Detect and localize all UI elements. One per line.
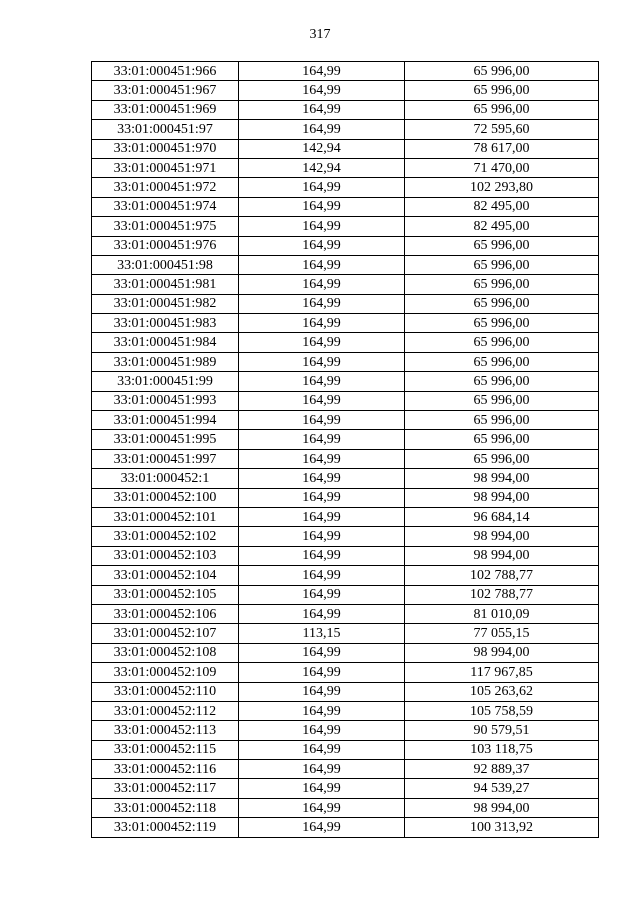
cadastral-number-cell: 33:01:000451:976 [92, 236, 239, 255]
cadastral-number-cell: 33:01:000452:118 [92, 798, 239, 817]
table-row [92, 255, 599, 274]
table-row [92, 217, 599, 236]
cost-cell: 65 996,00 [405, 294, 599, 313]
table-row [92, 120, 599, 139]
table-row [92, 391, 599, 410]
cost-cell: 65 996,00 [405, 100, 599, 119]
cost-cell: 102 293,80 [405, 178, 599, 197]
cadastral-number-cell: 33:01:000451:969 [92, 100, 239, 119]
area-cell: 164,99 [239, 178, 405, 197]
table-row [92, 760, 599, 779]
table-row [92, 100, 599, 119]
table-row [92, 469, 599, 488]
cadastral-number-cell: 33:01:000452:1 [92, 469, 239, 488]
cadastral-number-cell: 33:01:000452:116 [92, 760, 239, 779]
cost-cell: 65 996,00 [405, 236, 599, 255]
area-cell: 164,99 [239, 391, 405, 410]
table-row [92, 430, 599, 449]
cost-cell: 65 996,00 [405, 391, 599, 410]
cadastral-number-cell: 33:01:000452:113 [92, 721, 239, 740]
cost-cell: 65 996,00 [405, 255, 599, 274]
cost-cell: 65 996,00 [405, 333, 599, 352]
area-cell: 164,99 [239, 430, 405, 449]
cost-cell: 96 684,14 [405, 507, 599, 526]
area-cell: 164,99 [239, 527, 405, 546]
area-cell: 164,99 [239, 255, 405, 274]
cadastral-number-cell: 33:01:000451:984 [92, 333, 239, 352]
cadastral-number-cell: 33:01:000452:106 [92, 604, 239, 623]
cadastral-number-cell: 33:01:000452:112 [92, 701, 239, 720]
cost-cell: 81 010,09 [405, 604, 599, 623]
cost-cell: 98 994,00 [405, 643, 599, 662]
cadastral-number-cell: 33:01:000452:108 [92, 643, 239, 662]
area-cell: 142,94 [239, 139, 405, 158]
area-cell: 164,99 [239, 643, 405, 662]
table-row [92, 507, 599, 526]
area-cell: 164,99 [239, 760, 405, 779]
cost-cell: 92 889,37 [405, 760, 599, 779]
table-row [92, 643, 599, 662]
area-cell: 164,99 [239, 81, 405, 100]
page-number: 317 [309, 27, 331, 42]
table-row [92, 682, 599, 701]
cost-cell: 117 967,85 [405, 663, 599, 682]
cadastral-number-cell: 33:01:000452:103 [92, 546, 239, 565]
cost-cell: 102 788,77 [405, 585, 599, 604]
area-cell: 164,99 [239, 372, 405, 391]
cadastral-number-cell: 33:01:000451:972 [92, 178, 239, 197]
area-cell: 164,99 [239, 352, 405, 371]
cadastral-number-cell: 33:01:000451:995 [92, 430, 239, 449]
table-row [92, 449, 599, 468]
table-row [92, 663, 599, 682]
table-row [92, 372, 599, 391]
cadastral-number-cell: 33:01:000451:967 [92, 81, 239, 100]
cost-cell: 77 055,15 [405, 624, 599, 643]
cadastral-number-cell: 33:01:000451:974 [92, 197, 239, 216]
cost-cell: 78 617,00 [405, 139, 599, 158]
cadastral-number-cell: 33:01:000452:104 [92, 566, 239, 585]
cadastral-number-cell: 33:01:000451:97 [92, 120, 239, 139]
cost-cell: 105 263,62 [405, 682, 599, 701]
area-cell: 164,99 [239, 120, 405, 139]
cost-cell: 90 579,51 [405, 721, 599, 740]
area-cell: 113,15 [239, 624, 405, 643]
cost-cell: 65 996,00 [405, 449, 599, 468]
area-cell: 142,94 [239, 158, 405, 177]
cadastral-number-cell: 33:01:000452:117 [92, 779, 239, 798]
cost-cell: 98 994,00 [405, 546, 599, 565]
area-cell: 164,99 [239, 585, 405, 604]
cadastral-number-cell: 33:01:000451:982 [92, 294, 239, 313]
area-cell: 164,99 [239, 314, 405, 333]
table-row [92, 333, 599, 352]
cost-cell: 103 118,75 [405, 740, 599, 759]
area-cell: 164,99 [239, 275, 405, 294]
cadastral-number-cell: 33:01:000452:115 [92, 740, 239, 759]
table-row [92, 158, 599, 177]
table-row [92, 779, 599, 798]
table-row [92, 275, 599, 294]
cadastral-number-cell: 33:01:000451:975 [92, 217, 239, 236]
cost-cell: 98 994,00 [405, 527, 599, 546]
cost-cell: 65 996,00 [405, 314, 599, 333]
cadastral-number-cell: 33:01:000452:105 [92, 585, 239, 604]
cadastral-number-cell: 33:01:000452:101 [92, 507, 239, 526]
cadastral-number-cell: 33:01:000451:981 [92, 275, 239, 294]
cadastral-number-cell: 33:01:000452:107 [92, 624, 239, 643]
table-row [92, 352, 599, 371]
table-row [92, 294, 599, 313]
table-row [92, 566, 599, 585]
cadastral-number-cell: 33:01:000451:971 [92, 158, 239, 177]
cost-cell: 65 996,00 [405, 372, 599, 391]
table-row [92, 701, 599, 720]
cost-cell: 65 996,00 [405, 62, 599, 81]
cadastral-number-cell: 33:01:000451:994 [92, 411, 239, 430]
area-cell: 164,99 [239, 721, 405, 740]
cost-cell: 65 996,00 [405, 352, 599, 371]
cost-cell: 102 788,77 [405, 566, 599, 585]
area-cell: 164,99 [239, 294, 405, 313]
cadastral-number-cell: 33:01:000452:109 [92, 663, 239, 682]
table-row [92, 721, 599, 740]
cadastral-number-cell: 33:01:000452:102 [92, 527, 239, 546]
table-row [92, 604, 599, 623]
area-cell: 164,99 [239, 740, 405, 759]
table-row [92, 798, 599, 817]
cadastral-number-cell: 33:01:000451:997 [92, 449, 239, 468]
cost-cell: 65 996,00 [405, 411, 599, 430]
table-row [92, 624, 599, 643]
cost-cell: 98 994,00 [405, 798, 599, 817]
cost-cell: 98 994,00 [405, 488, 599, 507]
cadastral-number-cell: 33:01:000451:989 [92, 352, 239, 371]
cost-cell: 82 495,00 [405, 217, 599, 236]
cadastral-number-cell: 33:01:000451:966 [92, 62, 239, 81]
table-row [92, 81, 599, 100]
area-cell: 164,99 [239, 469, 405, 488]
table-row [92, 411, 599, 430]
area-cell: 164,99 [239, 488, 405, 507]
cost-cell: 105 758,59 [405, 701, 599, 720]
area-cell: 164,99 [239, 333, 405, 352]
table-row [92, 236, 599, 255]
cadastral-number-cell: 33:01:000451:983 [92, 314, 239, 333]
area-cell: 164,99 [239, 682, 405, 701]
area-cell: 164,99 [239, 236, 405, 255]
cadastral-number-cell: 33:01:000451:970 [92, 139, 239, 158]
table-row [92, 527, 599, 546]
cadastral-number-cell: 33:01:000452:100 [92, 488, 239, 507]
cost-cell: 98 994,00 [405, 469, 599, 488]
table-row [92, 740, 599, 759]
cost-cell: 72 595,60 [405, 120, 599, 139]
area-cell: 164,99 [239, 217, 405, 236]
table-row [92, 178, 599, 197]
area-cell: 164,99 [239, 566, 405, 585]
table-row [92, 488, 599, 507]
table-row [92, 62, 599, 81]
data-table [91, 61, 599, 838]
area-cell: 164,99 [239, 663, 405, 682]
table-row [92, 314, 599, 333]
area-cell: 164,99 [239, 779, 405, 798]
area-cell: 164,99 [239, 546, 405, 565]
table-row [92, 818, 599, 837]
cadastral-number-cell: 33:01:000451:98 [92, 255, 239, 274]
area-cell: 164,99 [239, 604, 405, 623]
area-cell: 164,99 [239, 62, 405, 81]
cost-cell: 65 996,00 [405, 81, 599, 100]
area-cell: 164,99 [239, 100, 405, 119]
cadastral-number-cell: 33:01:000451:993 [92, 391, 239, 410]
cost-cell: 100 313,92 [405, 818, 599, 837]
area-cell: 164,99 [239, 701, 405, 720]
cadastral-number-cell: 33:01:000452:110 [92, 682, 239, 701]
cost-cell: 65 996,00 [405, 275, 599, 294]
area-cell: 164,99 [239, 411, 405, 430]
cost-cell: 82 495,00 [405, 197, 599, 216]
area-cell: 164,99 [239, 197, 405, 216]
cadastral-number-cell: 33:01:000451:99 [92, 372, 239, 391]
cost-cell: 65 996,00 [405, 430, 599, 449]
table-row [92, 139, 599, 158]
area-cell: 164,99 [239, 449, 405, 468]
cadastral-number-cell: 33:01:000452:119 [92, 818, 239, 837]
area-cell: 164,99 [239, 798, 405, 817]
table-row [92, 546, 599, 565]
cost-cell: 71 470,00 [405, 158, 599, 177]
table-body [92, 62, 599, 838]
table-row [92, 197, 599, 216]
cost-cell: 94 539,27 [405, 779, 599, 798]
area-cell: 164,99 [239, 818, 405, 837]
table-row [92, 585, 599, 604]
area-cell: 164,99 [239, 507, 405, 526]
